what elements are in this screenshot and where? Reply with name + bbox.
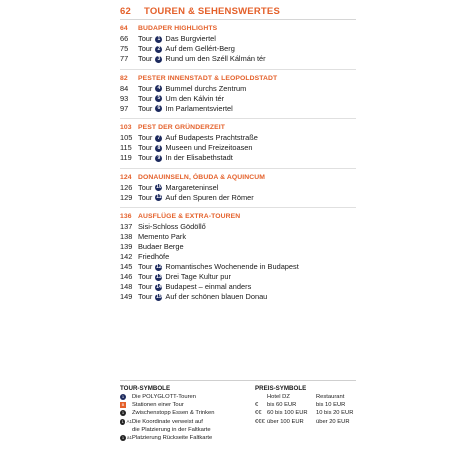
legend-row [120, 401, 248, 409]
legend-text: Stationen einer Tour [132, 402, 184, 409]
tour-number-icon: 10 [156, 184, 162, 190]
toc-entry[interactable] [120, 153, 356, 163]
legend-symbol-cell [120, 418, 132, 426]
tour-label: Tour [138, 292, 153, 301]
legend-text: Die POLYGLOTT-Touren [132, 394, 197, 400]
section-heading[interactable] [120, 24, 356, 34]
header-divider [120, 19, 356, 20]
legend-text: Zwischenstopp Essen & Trinken [132, 410, 215, 417]
tour-symbols-title: TOUR-SYMBOLE [120, 385, 171, 392]
section-divider [120, 69, 356, 70]
price-row [255, 401, 360, 409]
toc-entry[interactable] [120, 242, 356, 252]
section-divider [120, 118, 356, 119]
toc-entry[interactable] [120, 292, 356, 302]
entry-title: Margareteninsel [165, 182, 219, 192]
toc-entry[interactable] [120, 104, 356, 114]
section-page-number: 136 [120, 213, 132, 220]
toc-section [120, 173, 356, 203]
tour-number-icon: 2 [155, 46, 162, 53]
section-title: BUDAPER HIGHLIGHTS [138, 25, 218, 32]
section-title: PEST DER GRÜNDERZEIT [138, 124, 225, 131]
tour-number-icon: 5 [155, 95, 162, 102]
section-heading[interactable] [120, 74, 356, 84]
legend-symbol-cell [120, 402, 132, 408]
tour-circle-icon: 1 [121, 410, 125, 416]
tour-label: Tour [138, 83, 153, 93]
entry-page-number: 148 [120, 282, 133, 291]
tour-label: Tour [138, 34, 153, 43]
entry-page-number: 137 [120, 222, 133, 231]
tour-symbols-legend [120, 385, 248, 442]
toc-entry[interactable] [120, 222, 356, 232]
price-header-symbol [255, 393, 267, 401]
section-page-number: 64 [120, 25, 128, 32]
price-symbol: €€€ [255, 418, 265, 425]
entry-page-number: 139 [120, 242, 133, 251]
toc-entry[interactable] [120, 252, 356, 262]
tour-number-icon: 7 [155, 135, 162, 142]
toc-section [120, 123, 356, 163]
entry-page-number: 66 [120, 34, 129, 43]
price-hotel: über 100 EUR [267, 418, 304, 425]
price-header-row [255, 393, 360, 401]
toc-section [120, 212, 356, 302]
entry-page-number: 142 [120, 252, 133, 261]
entry-title: Rund um den Széll Kálmán tér [165, 54, 266, 63]
legend-divider [120, 380, 356, 381]
legend-symbol-cell [120, 434, 132, 442]
section-divider [120, 207, 356, 208]
tour-label: Tour [138, 54, 153, 63]
entry-page-number: 145 [120, 262, 133, 271]
tour-number-icon: 11 [156, 194, 162, 200]
header-title: TOUREN & SEHENSWERTES [144, 6, 280, 17]
tour-circle-icon: 1 [121, 394, 125, 400]
tour-number-icon: 15 [156, 293, 162, 300]
entry-title: Bummel durchs Zentrum [165, 83, 247, 93]
entry-title: In der Elisabethstadt [165, 153, 233, 162]
tour-number-icon: 9 [155, 155, 162, 162]
price-row [255, 418, 360, 426]
entry-title: Romantisches Wochenende in Budapest [165, 262, 299, 271]
coordinate-label: A1 [126, 418, 132, 424]
toc-entry[interactable] [120, 193, 356, 203]
section-title: PESTER INNENSTADT & LEOPOLDSTADT [138, 74, 278, 82]
toc-entry[interactable] [120, 272, 356, 282]
tour-number-icon: 6 [155, 105, 162, 112]
tour-number-icon: 14 [156, 283, 162, 290]
price-symbol: €€ [255, 410, 262, 417]
entry-title: Budapest – einmal anders [165, 282, 252, 291]
tour-label: Tour [138, 103, 153, 113]
entry-page-number: 119 [120, 153, 132, 162]
toc-entry[interactable] [120, 84, 356, 94]
entry-page-number: 126 [120, 182, 133, 192]
entry-page-number: 149 [120, 292, 133, 301]
toc-entry[interactable] [120, 262, 356, 272]
entry-title: Budaer Berge [138, 242, 184, 251]
entry-page-number: 129 [120, 192, 133, 202]
section-page-number: 124 [120, 173, 132, 181]
price-symbols-legend [255, 385, 360, 426]
coordinate-label: a1 [126, 434, 132, 440]
toc-entry[interactable] [120, 94, 356, 104]
section-divider [120, 168, 356, 169]
tour-number-icon: 3 [155, 56, 162, 63]
entry-page-number: 138 [120, 232, 133, 241]
entry-title: Auf Budapests Prachtstraße [165, 133, 258, 142]
entry-title: Auf den Spuren der Römer [165, 192, 254, 202]
entry-page-number: 97 [120, 103, 129, 113]
toc-section [120, 74, 356, 114]
station-square-icon: B [121, 402, 125, 408]
entry-title: Friedhöfe [138, 252, 170, 261]
section-page-number: 82 [120, 74, 128, 82]
entry-title: Auf dem Gellért-Berg [165, 44, 235, 53]
toc-entry[interactable] [120, 44, 356, 54]
tour-label: Tour [138, 133, 153, 142]
entry-page-number: 77 [120, 54, 129, 63]
tour-circle-icon: 1 [121, 418, 124, 424]
entry-title: Um den Kálvin tér [165, 93, 225, 103]
entry-title: Museen und Freizeitoasen [165, 143, 253, 152]
price-hotel: 60 bis 100 EUR [267, 410, 308, 417]
legend-text: Platzierung Rückseite Faltkarte [132, 434, 213, 441]
entry-page-number: 84 [120, 83, 129, 93]
legend-text: Die Koordinate verweist auf [132, 418, 203, 425]
section-page-number: 103 [120, 124, 132, 131]
price-symbol: € [255, 402, 259, 409]
price-restaurant: über 20 EUR [316, 418, 350, 425]
legend-text: die Platzierung in der Faltkarte [132, 426, 211, 433]
entry-page-number: 75 [120, 44, 129, 53]
tour-label: Tour [138, 153, 153, 162]
legend-row [120, 418, 248, 426]
tour-label: Tour [138, 282, 153, 291]
price-header-restaurant: Restaurant [316, 394, 345, 400]
tour-label: Tour [138, 262, 153, 271]
entry-title: Sisi-Schloss Gödöllő [138, 222, 206, 231]
price-restaurant: 10 bis 20 EUR [316, 410, 354, 417]
legend-symbol-cell [120, 410, 132, 416]
legend-symbol-cell [120, 394, 132, 400]
header-page-number: 62 [120, 6, 131, 17]
tour-label: Tour [138, 143, 153, 152]
legend-row [120, 434, 248, 442]
tour-label: Tour [138, 272, 153, 281]
price-restaurant: bis 10 EUR [316, 402, 346, 409]
tour-number-icon: 8 [155, 145, 162, 152]
toc-entry[interactable] [120, 232, 356, 242]
section-heading[interactable] [120, 212, 356, 222]
tour-label: Tour [138, 192, 153, 202]
toc-entry[interactable] [120, 183, 356, 193]
price-header-hotel: Hotel DZ [267, 394, 290, 400]
section-heading[interactable] [120, 173, 356, 183]
price-symbols-title: PREIS-SYMBOLE [255, 385, 307, 392]
table-of-contents [120, 24, 356, 307]
tour-label: Tour [138, 93, 153, 103]
entry-title: Memento Park [138, 232, 187, 241]
entry-title: Drei Tage Kultur pur [165, 272, 231, 281]
tour-number-icon: 13 [156, 273, 162, 280]
toc-entry[interactable] [120, 143, 356, 153]
entry-page-number: 146 [120, 272, 133, 281]
tour-number-icon: 12 [156, 263, 162, 270]
toc-entry[interactable] [120, 133, 356, 143]
tour-number-icon: 4 [155, 85, 162, 92]
entry-page-number: 93 [120, 93, 129, 103]
entry-title: Auf der schönen blauen Donau [165, 292, 268, 301]
tour-number-icon: 1 [155, 36, 162, 43]
entry-page-number: 115 [120, 143, 132, 152]
tour-label: Tour [138, 44, 153, 53]
toc-header [120, 6, 356, 17]
price-hotel: bis 60 EUR [267, 402, 297, 409]
entry-title: Im Parlamentsviertel [165, 103, 233, 113]
tour-circle-icon: 1 [121, 435, 125, 441]
tour-label: Tour [138, 182, 153, 192]
legend-row [120, 393, 248, 401]
entry-page-number: 105 [120, 133, 133, 142]
section-heading[interactable] [120, 123, 356, 133]
section-title: AUSFLÜGE & EXTRA-TOUREN [138, 213, 241, 220]
legend-row [120, 409, 248, 417]
toc-entry[interactable] [120, 34, 356, 44]
legend-row [120, 426, 248, 434]
section-title: DONAUINSELN, ÓBUDA & AQUINCUM [138, 173, 266, 181]
toc-section [120, 24, 356, 64]
toc-entry[interactable] [120, 282, 356, 292]
toc-entry[interactable] [120, 54, 356, 64]
entry-title: Das Burgviertel [165, 34, 216, 43]
price-row [255, 409, 360, 417]
